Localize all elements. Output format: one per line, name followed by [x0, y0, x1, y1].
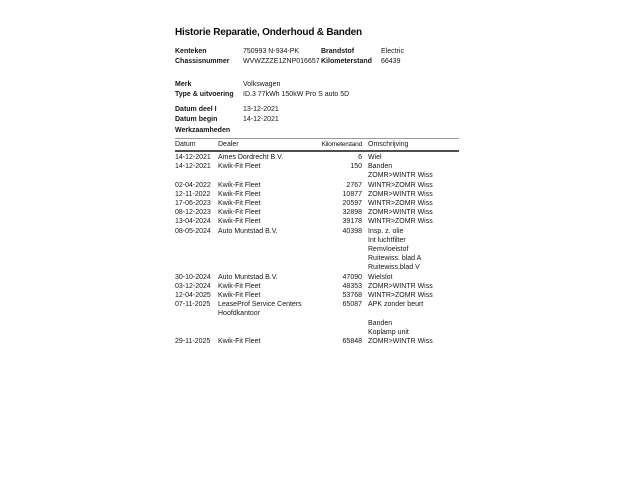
merk-label: Merk [175, 81, 192, 88]
cell-kilometerstand: 150 [350, 163, 362, 171]
column-header-omschrijving: Omschrijving [368, 141, 409, 148]
dealer-line: Kwik-Fit Fleet [218, 190, 261, 198]
cell-dealer [218, 217, 320, 226]
cell-kilometerstand: 20597 [342, 200, 362, 208]
table-row [175, 282, 459, 291]
dealer-line: Kwik-Fit Fleet [218, 218, 261, 226]
omschrijving-line: WINTR>ZOMR Wiss [368, 181, 433, 189]
cell-datum: 08-05-2024 [175, 227, 211, 235]
cell-datum: 02-04-2022 [175, 181, 211, 189]
dealer-line: Kwik-Fit Fleet [218, 200, 261, 208]
cell-kilometerstand: 47090 [342, 273, 362, 281]
table-row [175, 300, 459, 337]
cell-dealer [218, 282, 320, 291]
cell-kilometerstand: 48353 [342, 282, 362, 290]
table-row [175, 162, 459, 180]
dealer-line: Kwik-Fit Fleet [218, 292, 261, 300]
dealer-line: Hoofdkantoor [218, 310, 261, 318]
cell-dealer [218, 199, 320, 208]
kenteken-label: Kenteken [175, 48, 207, 55]
cell-kilometerstand: 40398 [342, 227, 362, 235]
cell-omschrijving [368, 300, 459, 337]
cell-datum: 14-12-2021 [175, 163, 211, 171]
datum-deel-value: 13-12-2021 [243, 106, 279, 113]
dealer-line: Kwik-Fit Fleet [218, 181, 261, 189]
table-row [175, 217, 459, 226]
omschrijving-line: Remvloeistof [368, 246, 409, 254]
cell-datum: 07-11-2025 [175, 301, 211, 309]
cell-datum: 30-10-2024 [175, 273, 211, 281]
cell-datum: 03-12-2024 [175, 282, 211, 290]
cell-datum: 12-11-2022 [175, 190, 211, 198]
work-table-header [175, 139, 459, 153]
type-uitvoering-label: Type & uitvoering [175, 90, 234, 98]
cell-omschrijving [368, 181, 459, 190]
brandstof-label: Brandstof [321, 48, 355, 55]
column-header-kilometerstand: Kilometerstand [321, 141, 362, 148]
cell-kilometerstand: 65848 [342, 338, 362, 346]
omschrijving-line: Banden [368, 163, 393, 171]
omschrijving-line: ZOMR>WINTR Wiss [368, 172, 433, 180]
page-title: Historie Reparatie, Onderhoud & Banden [175, 27, 362, 38]
chassisnummer-value: WVWZZZE1ZNP016657 [243, 57, 320, 65]
omschrijving-line: WINTR>ZOMR Wiss [368, 200, 433, 208]
cell-dealer [218, 291, 320, 300]
work-section-heading: Werkzaamheden [175, 127, 231, 134]
omschrijving-line: ZOMR>WINTR Wiss [368, 209, 433, 217]
cell-omschrijving [368, 337, 459, 346]
omschrijving-line: ZOMR>WINTR Wiss [368, 190, 433, 198]
dealer-line: Auto Muntstad B.V. [218, 227, 278, 235]
cell-omschrijving [368, 227, 459, 273]
dealer-line: Ames Dordrecht B.V. [218, 154, 284, 161]
cell-omschrijving [368, 190, 459, 199]
cell-omschrijving [368, 273, 459, 282]
omschrijving-line: Koplamp unit [368, 328, 409, 336]
cell-kilometerstand: 10877 [342, 190, 362, 198]
omschrijving-line: ZOMR>WINTR Wiss [368, 282, 433, 290]
table-row [175, 227, 459, 273]
omschrijving-line: Wielslot [368, 273, 393, 281]
cell-datum: 13-04-2024 [175, 218, 211, 226]
dealer-line: LeaseProf Service Centers [218, 301, 302, 309]
kilometerstand-value: 66439 [381, 57, 401, 65]
cell-kilometerstand: 2767 [346, 181, 362, 189]
dealer-line: Kwik-Fit Fleet [218, 209, 261, 217]
column-header-datum: Datum [175, 141, 196, 148]
table-row [175, 337, 459, 346]
type-uitvoering-value: ID.3 77kWh 150kW Pro S auto 5D [243, 90, 350, 98]
report-content [175, 26, 459, 346]
omschrijving-line: Wiel [368, 154, 382, 161]
omschrijving-line: APK zonder beurt [368, 301, 424, 309]
column-header-dealer: Dealer [218, 141, 239, 148]
omschrijving-line: Banden [368, 319, 393, 327]
cell-dealer [218, 181, 320, 190]
table-row [175, 208, 459, 217]
cell-dealer [218, 227, 320, 236]
work-table-body [175, 152, 459, 346]
cell-dealer [218, 162, 320, 171]
cell-omschrijving [368, 217, 459, 226]
cell-dealer [218, 273, 320, 282]
cell-omschrijving [368, 282, 459, 291]
cell-omschrijving [368, 162, 459, 180]
cell-omschrijving [368, 199, 459, 208]
cell-kilometerstand: 39178 [342, 218, 362, 226]
vehicle-info-dates [175, 105, 459, 124]
dealer-line: Kwik-Fit Fleet [218, 163, 261, 171]
omschrijving-line: ZOMR>WINTR Wiss [368, 338, 433, 346]
cell-dealer [218, 337, 320, 346]
vehicle-info-top [175, 47, 459, 66]
dealer-line: Kwik-Fit Fleet [218, 282, 261, 290]
datum-deel-label: Datum deel I [175, 106, 217, 113]
table-row [175, 181, 459, 190]
omschrijving-line: Int luchtfilter [368, 236, 406, 244]
cell-datum: 12-04-2025 [175, 292, 211, 300]
cell-dealer [218, 153, 320, 162]
cell-dealer [218, 190, 320, 199]
cell-dealer [218, 208, 320, 217]
cell-datum: 14-12-2021 [175, 154, 211, 161]
omschrijving-line: Insp. z. olie [368, 227, 404, 235]
cell-datum: 29-11-2025 [175, 338, 211, 346]
table-row [175, 190, 459, 199]
table-row [175, 199, 459, 208]
omschrijving-line [368, 309, 459, 318]
omschrijving-line: Ruitewiss.blad V [368, 264, 420, 272]
kilometerstand-label: Kilometerstand [321, 57, 372, 65]
cell-dealer [218, 300, 320, 318]
chassisnummer-label: Chassisnummer [175, 57, 230, 65]
cell-kilometerstand: 6 [358, 154, 362, 161]
brandstof-value: Electric [381, 48, 404, 55]
cell-datum: 08-12-2023 [175, 209, 211, 217]
kenteken-value: 750993 N-934-PK [243, 48, 300, 55]
vehicle-info-model [175, 80, 459, 99]
omschrijving-line: Ruitewiss. blad A [368, 255, 422, 263]
cell-omschrijving [368, 208, 459, 217]
work-table [175, 138, 459, 347]
table-row [175, 153, 459, 162]
cell-kilometerstand: 53768 [342, 292, 362, 300]
omschrijving-line: WINTR>ZOMR Wiss [368, 218, 433, 226]
table-row [175, 273, 459, 282]
cell-omschrijving [368, 291, 459, 300]
datum-begin-value: 14-12-2021 [243, 115, 279, 123]
cell-kilometerstand: 32898 [342, 209, 362, 217]
merk-value: Volkswagen [243, 81, 281, 88]
spacer [175, 66, 459, 80]
table-row [175, 291, 459, 300]
cell-datum: 17-06-2023 [175, 200, 211, 208]
datum-begin-label: Datum begin [175, 115, 218, 123]
omschrijving-line: WINTR>ZOMR Wiss [368, 292, 433, 300]
dealer-line: Auto Muntstad B.V. [218, 273, 278, 281]
cell-omschrijving [368, 153, 459, 162]
cell-kilometerstand: 65087 [342, 301, 362, 309]
dealer-line: Kwik-Fit Fleet [218, 338, 261, 346]
